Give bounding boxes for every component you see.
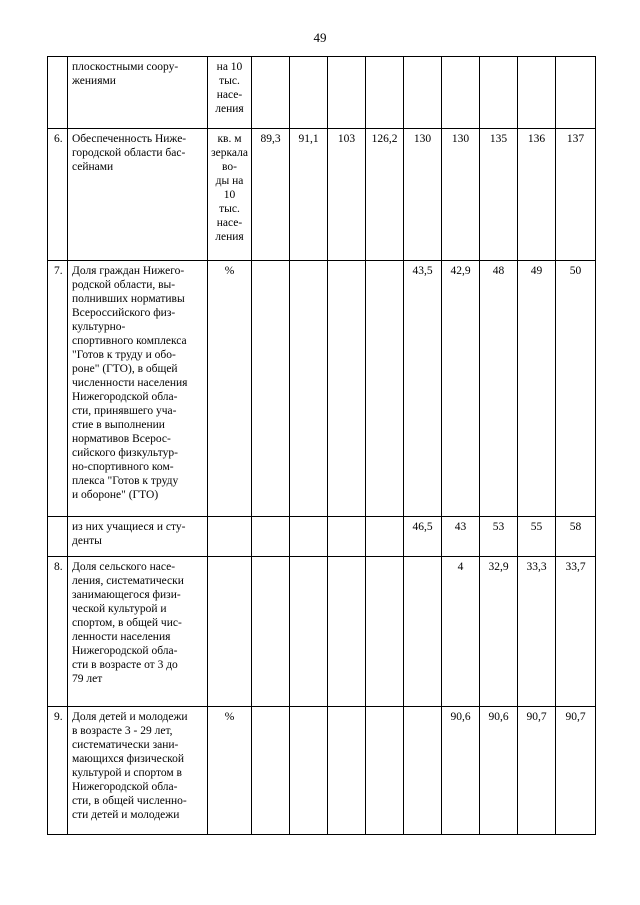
- row-number: 8.: [48, 557, 68, 707]
- indicator-name-line: роне" (ГТО), в общей: [72, 363, 178, 375]
- value-cell: [328, 57, 366, 129]
- value-cell: 137: [556, 129, 596, 261]
- indicator-name-line: сийского физкультур-: [72, 447, 178, 459]
- unit-of-measure: [208, 129, 252, 261]
- value-cell: [556, 57, 596, 129]
- indicator-name-line: 79 лет: [72, 673, 103, 685]
- value-cell: 126,2: [366, 129, 404, 261]
- unit-of-measure: [208, 557, 252, 707]
- value-cell: [252, 517, 290, 557]
- value-cell: 4: [442, 557, 480, 707]
- value-cell: 91,1: [290, 129, 328, 261]
- indicator-name-line: Нижегородской обла-: [72, 391, 178, 403]
- value-cell: 89,3: [252, 129, 290, 261]
- value-cell: [404, 57, 442, 129]
- indicator-name-line: городской области бас-: [72, 147, 186, 159]
- indicator-name-line: жениями: [72, 75, 116, 87]
- value-cell: [252, 707, 290, 835]
- value-cell: 90,6: [480, 707, 518, 835]
- indicator-name-line: культурно-: [72, 321, 126, 333]
- indicator-name-line: Всероссийского физ-: [72, 307, 176, 319]
- row-number: [48, 517, 68, 557]
- value-cell: 33,3: [518, 557, 556, 707]
- value-cell: 130: [442, 129, 480, 261]
- value-cell: [252, 557, 290, 707]
- unit-line: насе-: [216, 217, 243, 229]
- table-row: [48, 57, 596, 129]
- unit-line: 10: [223, 189, 236, 201]
- value-cell: 58: [556, 517, 596, 557]
- value-cell: 130: [404, 129, 442, 261]
- unit-line: зеркала во-: [211, 147, 248, 173]
- value-cell: [366, 557, 404, 707]
- value-cell: [328, 707, 366, 835]
- row-number: 6.: [48, 129, 68, 261]
- value-cell: 33,7: [556, 557, 596, 707]
- unit-of-measure: [208, 707, 252, 835]
- indicator-name-line: сти, принявшего уча-: [72, 405, 177, 417]
- indicator-name-line: родской области, вы-: [72, 279, 176, 291]
- value-cell: [290, 261, 328, 517]
- value-cell: 90,7: [556, 707, 596, 835]
- table-row: [48, 707, 596, 835]
- value-cell: [518, 57, 556, 129]
- indicator-name: [68, 261, 208, 517]
- value-cell: [480, 57, 518, 129]
- indicator-name-line: Нижегородской обла-: [72, 645, 178, 657]
- value-cell: 53: [480, 517, 518, 557]
- value-cell: [252, 57, 290, 129]
- indicator-name: [68, 57, 208, 129]
- value-cell: [366, 707, 404, 835]
- value-cell: [366, 57, 404, 129]
- value-cell: 50: [556, 261, 596, 517]
- indicator-name-line: сейнами: [72, 161, 114, 173]
- value-cell: 103: [328, 129, 366, 261]
- indicator-name-line: мающихся физической: [72, 753, 185, 765]
- unit-line: %: [224, 711, 235, 723]
- indicator-name-line: культурой и спортом в: [72, 767, 182, 779]
- indicator-name-line: Доля детей и молодежи: [72, 711, 188, 723]
- indicator-name-line: ческой культурой и: [72, 603, 167, 615]
- indicator-name: [68, 557, 208, 707]
- indicator-name-line: сти детей и молодежи: [72, 809, 180, 821]
- unit-line: кв. м: [217, 133, 242, 145]
- value-cell: [328, 517, 366, 557]
- indicator-name-line: Обеспеченность Ниже-: [72, 133, 187, 145]
- value-cell: 90,6: [442, 707, 480, 835]
- value-cell: 42,9: [442, 261, 480, 517]
- indicator-name-line: "Готов к труду и обо-: [72, 349, 176, 361]
- indicator-name: [68, 707, 208, 835]
- indicators-table: [47, 56, 596, 835]
- indicator-name-line: спортивного комплекса: [72, 335, 187, 347]
- indicator-name-line: Доля сельского насе-: [72, 561, 176, 573]
- indicator-name: [68, 129, 208, 261]
- indicator-name-line: сти, в общей численно-: [72, 795, 187, 807]
- indicator-name-line: и обороне" (ГТО): [72, 489, 159, 501]
- value-cell: 48: [480, 261, 518, 517]
- indicator-name-line: стие в выполнении: [72, 419, 165, 431]
- value-cell: [290, 557, 328, 707]
- unit-line: на 10: [216, 61, 243, 73]
- row-number: 9.: [48, 707, 68, 835]
- value-cell: [290, 707, 328, 835]
- unit-of-measure: [208, 517, 252, 557]
- page-number: 49: [313, 30, 327, 45]
- value-cell: [290, 57, 328, 129]
- indicator-name-line: Нижегородской обла-: [72, 781, 178, 793]
- value-cell: [442, 57, 480, 129]
- value-cell: [366, 517, 404, 557]
- unit-of-measure: [208, 57, 252, 129]
- value-cell: [328, 261, 366, 517]
- unit-line: тыс.: [219, 75, 240, 87]
- value-cell: [252, 261, 290, 517]
- value-cell: [404, 707, 442, 835]
- indicator-name-line: но-спортивного ком-: [72, 461, 174, 473]
- indicator-name-line: плоскостными соору-: [72, 61, 179, 73]
- unit-line: ления: [215, 103, 244, 115]
- unit-line: ления: [215, 231, 244, 243]
- indicator-name-line: численности населения: [72, 377, 188, 389]
- indicator-name-line: занимающегося физи-: [72, 589, 181, 601]
- unit-line: %: [224, 265, 235, 277]
- value-cell: 136: [518, 129, 556, 261]
- indicator-name-line: систематически зани-: [72, 739, 179, 751]
- indicator-name-line: полнивших нормативы: [72, 293, 185, 305]
- value-cell: [404, 557, 442, 707]
- value-cell: 90,7: [518, 707, 556, 835]
- indicator-name-line: в возрасте 3 - 29 лет,: [72, 725, 173, 737]
- table-row: [48, 129, 596, 261]
- indicator-name-line: сти в возрасте от 3 до: [72, 659, 178, 671]
- value-cell: 135: [480, 129, 518, 261]
- unit-line: ды на: [215, 175, 244, 187]
- value-cell: [290, 517, 328, 557]
- row-number: 7.: [48, 261, 68, 517]
- table-row: [48, 517, 596, 557]
- indicator-name-line: плекса "Готов к труду: [72, 475, 179, 487]
- value-cell: 55: [518, 517, 556, 557]
- value-cell: [366, 261, 404, 517]
- unit-of-measure: [208, 261, 252, 517]
- indicator-name-line: нормативов Всерос-: [72, 433, 171, 445]
- value-cell: 46,5: [404, 517, 442, 557]
- value-cell: 49: [518, 261, 556, 517]
- unit-line: насе-: [216, 89, 243, 101]
- table-row: [48, 557, 596, 707]
- indicator-name-line: ленности населения: [72, 631, 171, 643]
- value-cell: 43: [442, 517, 480, 557]
- indicator-name-line: ления, систематически: [72, 575, 184, 587]
- value-cell: [328, 557, 366, 707]
- indicator-name-line: денты: [72, 535, 102, 547]
- table-row: [48, 261, 596, 517]
- row-number: [48, 57, 68, 129]
- unit-line: тыс.: [219, 203, 240, 215]
- indicator-name: [68, 517, 208, 557]
- indicator-name-line: из них учащиеся и сту-: [72, 521, 186, 533]
- value-cell: 43,5: [404, 261, 442, 517]
- indicator-name-line: спортом, в общей чис-: [72, 617, 182, 629]
- value-cell: 32,9: [480, 557, 518, 707]
- indicator-name-line: Доля граждан Нижего-: [72, 265, 185, 277]
